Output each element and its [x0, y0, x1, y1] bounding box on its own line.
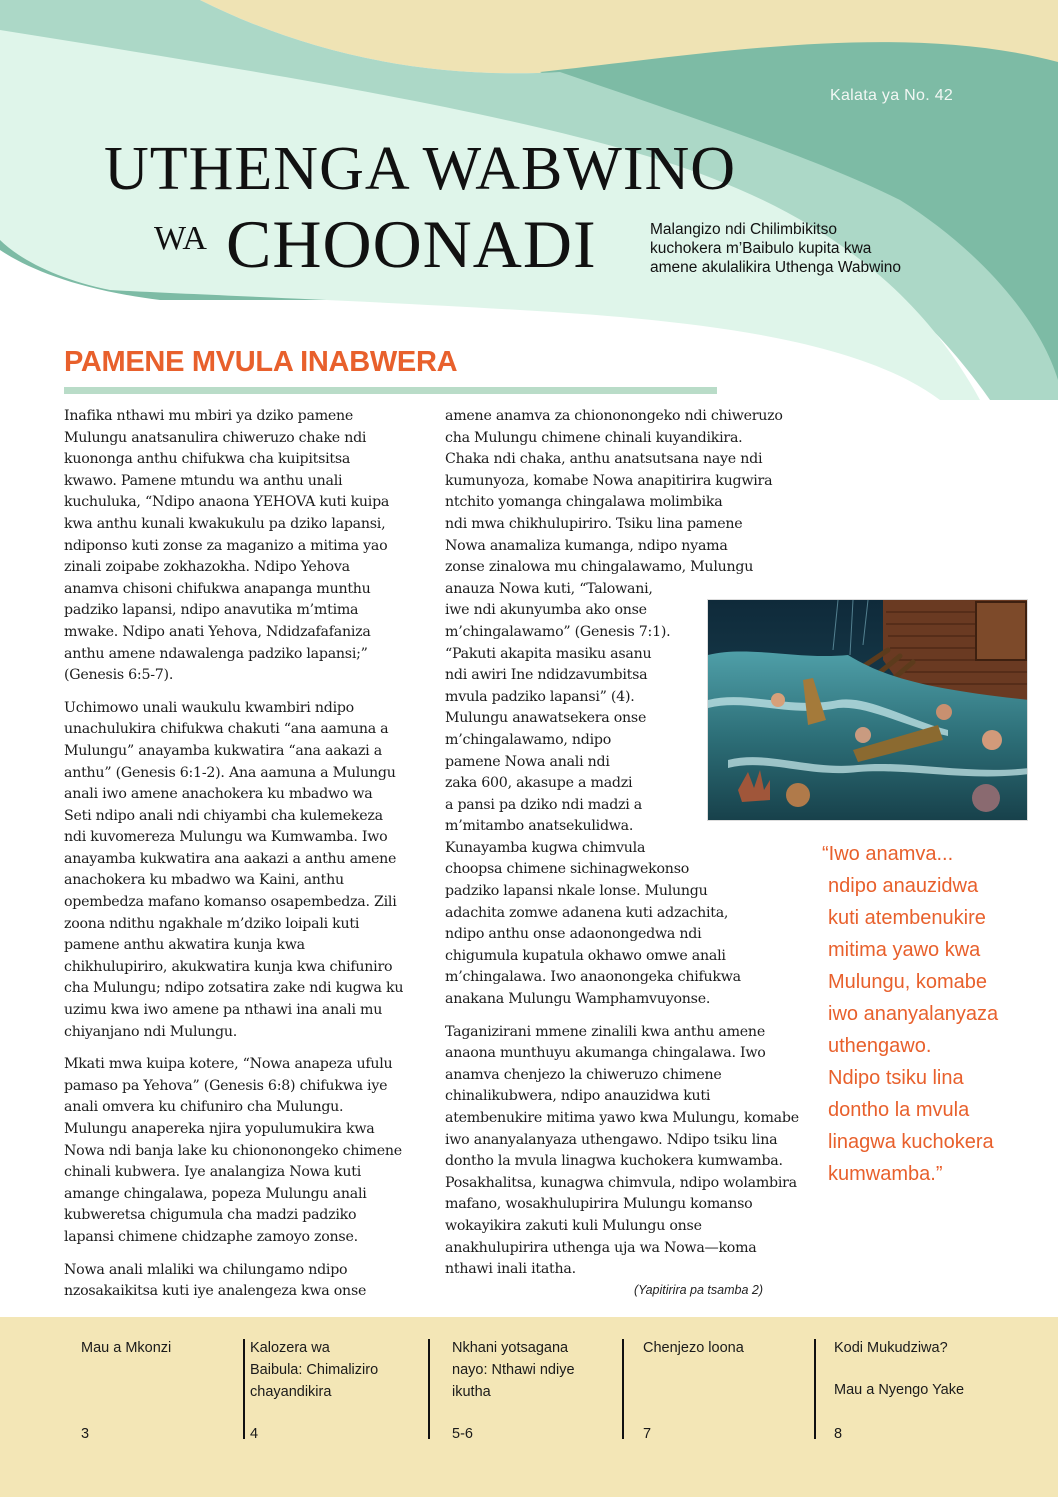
toc-label: Baibula: Chimaliziro: [250, 1362, 379, 1378]
toc-label-secondary: Mau a Nyengo Yake: [834, 1382, 965, 1398]
article-paragraph: Inafika nthawi mu mbiri ya dziko pamene Mulungu anatsanulira chiweruzo chake ndi kuononga anthu chifukwa cha kuipitsitsa kwawo. Pamene mtundu wa anthu unali kuchuluka, “Ndipo anaona YEHOVA kuti kuipa kwa anthu kunali kwakukulu pa dziko lapansi, ndiponso kuti zonse za maganizo a mitima yao zinali zoipabe zokhazokha. Ndipo Yehova anamva chisoni chifukwa anapanga munthu padziko lapansi, ndipo anavutika m’mtima mwake. Ndipo anati Yehova, Ndidzafafaniza anthu amene ndawalenga padziko lapansi;” (Genesis 6:5-7).: [64, 408, 390, 684]
text-line: m’chingalawamo, ndipo: [445, 731, 612, 748]
toc-label: Nkhani yotsagana: [452, 1340, 569, 1356]
tagline-line: amene akulalikira Uthenga Wabwino: [650, 259, 902, 276]
text-line: m’mitambo anatsekulidwa.: [445, 818, 634, 835]
text-line: mvula padziko lapansi” (4).: [445, 688, 635, 705]
text-line: Nowa anamaliza kumanga, ndipo nyama: [445, 537, 728, 554]
text-line: ndi mwa chikhulupiriro. Tsiku lina pamene: [445, 515, 743, 532]
toc-divider: [814, 1339, 816, 1439]
text-line: pamene Nowa anali ndi: [445, 753, 610, 770]
toc-label: Chenjezo loona: [643, 1340, 744, 1356]
text-line: kumunyoza, komabe Nowa anapitirira kugwira: [445, 472, 773, 489]
pull-quote-line: “Iwo anamva...: [822, 843, 954, 865]
text-line: cha Mulungu chimene chinali kuyandikira.: [445, 429, 743, 446]
pull-quote-line: ndipo anauzidwa: [828, 875, 979, 897]
text-line: Kunayamba kugwa chimvula: [445, 839, 646, 856]
toc-label: Mau a Mkonzi: [81, 1340, 172, 1356]
pull-quote-line: kumwamba.”: [828, 1163, 943, 1185]
toc-divider: [243, 1339, 245, 1439]
toc-item-nkhani-yotsagana-nayo[interactable]: [452, 1337, 575, 1449]
flood-illustration: [707, 599, 1028, 821]
toc-label: chayandikira: [250, 1384, 332, 1400]
text-line: ndi awiri Ine ndidzavumbitsa: [445, 667, 648, 684]
pull-quote-line: Mulungu, komabe: [828, 971, 987, 993]
text-line: choopsa chimene sichinagwekonso: [445, 861, 690, 878]
pull-quote-line: mitima yawo kwa: [828, 939, 981, 961]
article-column-1: [64, 406, 404, 1314]
table-of-contents: [0, 1317, 1058, 1497]
title-underline: [64, 387, 717, 394]
continued-note: (Yapitirira pa tsamba 2): [634, 1283, 763, 1297]
pull-quote-line: linagwa kuchokera: [828, 1131, 994, 1153]
text-line: m’chingalawamo” (Genesis 7:1).: [445, 623, 671, 640]
masthead-title-line1: UTHENGA WABWINO: [104, 135, 737, 203]
article-column-2: [445, 406, 805, 1292]
text-line: anauza Nowa kuti, “Talowani,: [445, 580, 653, 597]
toc-label: nayo: Nthawi ndiye: [452, 1362, 575, 1378]
masthead-tagline: [650, 220, 901, 277]
pull-quote-line: kuti atembenukire: [828, 907, 986, 929]
article-paragraph: Mkati mwa kuipa kotere, “Nowa anapeza ufulu pamaso pa Yehova” (Genesis 6:8) chifukwa iye anali omvera ku chifuniro cha Mulungu. Mulungu anapereka njira yopulumukira kwa Nowa ndi banja lake ku chiononongeko chimene chinali kubwera. Iye analangiza Nowa kuti amange chingalawa, popeza Mulungu anali kubweretsa chigumula cha madzi padziko lapansi chimene chidzaphe zamoyo zonse.: [64, 1056, 402, 1245]
toc-label: ikutha: [452, 1384, 491, 1400]
text-line: anakana Mulungu Wamphamvuyonse.: [445, 991, 711, 1008]
masthead-title-wa: WA: [154, 220, 207, 257]
toc-label: Kodi Mukudziwa?: [834, 1340, 948, 1356]
pull-quote-line: dontho la mvula: [828, 1099, 970, 1121]
text-line: adachita zomwe adanena kuti adzachita,: [445, 904, 729, 921]
text-line: zonse zinalowa mu chingalawamo, Mulungu: [445, 559, 754, 576]
masthead-title-line2: CHOONADI: [226, 206, 597, 282]
article-paragraph: Taganizirani mmene zinalili kwa anthu amene anaona munthuyu akumanga chingalawa. Iwo anamva chenjezo la chiweruzo chimene chinalikubwera, ndipo anauzidwa kuti atembenukire mitima yawo kwa Mulungu, komabe iwo ananyalanyaza uthengawo. Ndipo tsiku lina dontho la mvula linagwa kuchokera kumwamba. Posakhalitsa, kunagwa chimvula, ndipo wolambira mafano, wosakhulupirira Mulungu komanso wokayikira zakuti kuli Mulungu onse anakhulupirira uthenga uja wa Nowa—koma nthawi inali itatha.: [445, 1023, 799, 1278]
text-line: amene anamva za chiononongeko ndi chiweruzo: [445, 408, 783, 424]
toc-item-kalozera-wa-baibula[interactable]: [250, 1337, 378, 1449]
article-title: PAMENE MVULA INABWERA: [64, 346, 458, 378]
toc-page-number: 4: [250, 1426, 259, 1442]
text-line: ntchito yomanga chingalawa molimbika: [445, 494, 723, 511]
masthead-header: [0, 0, 1058, 400]
tagline-line: kuchokera m’Baibulo kupita kwa: [650, 240, 872, 257]
article-paragraph: Uchimowo unali waukulu kwambiri ndipo unachulukira chifukwa chakuti “ana aamuna a Mulungu” anayamba kukwatira “ana aakazi a anthu” (Genesis 6:1-2). Ana aamuna a Mulungu anali iwo amene anachokera ku mbadwo wa Seti ndipo anali ndi chiyambi cha kulemekeza ndi kuvomereza Mulungu wa Kumwamba. Iwo anayamba kukwatira ana aakazi a anthu amene anachokera ku mbadwo wa Kaini, anthu opembedza mafano komanso osapembedza. Zili zoona ndithu ngakhale m’dziko loipali kuti pamene anthu akwatira kunja kwa chikhulupiriro, akukwatira kunja kwa chifuniro cha Mulungu; ndipo zotsatira zake ndi kugwa ku uzimu kwa iwo amene pa nthawi ina anali mu chiyanjano ndi Mulungu.: [64, 699, 404, 1040]
toc-item-mau-a-mkonzi[interactable]: [81, 1337, 171, 1449]
toc-page-number: 5-6: [452, 1426, 473, 1442]
text-line: padziko lapansi nkale lonse. Mulungu: [445, 883, 708, 900]
toc-page-number: 7: [643, 1426, 652, 1442]
text-line: “Pakuti akapita masiku asanu: [445, 645, 652, 662]
toc-divider: [428, 1339, 430, 1439]
toc-item-chenjezo-loona[interactable]: [643, 1337, 744, 1449]
toc-divider: [622, 1339, 624, 1439]
text-line: m’chingalawa. Iwo anaonongeka chifukwa: [445, 969, 741, 986]
text-line: Mulungu anawatsekera onse: [445, 710, 647, 727]
article-paragraph: Nowa anali mlaliki wa chilungamo ndipo nzosakaikitsa kuti iye analengeza kwa onse: [64, 1261, 367, 1300]
toc-label: Kalozera wa: [250, 1340, 330, 1356]
toc-page-number: 3: [81, 1426, 90, 1442]
issue-number: Kalata ya No. 42: [830, 87, 954, 104]
text-line: chigumula kupatula okhawo omwe anali: [445, 947, 726, 964]
pull-quote: [822, 838, 1042, 1190]
tagline-line: Malangizo ndi Chilimbikitso: [650, 221, 837, 238]
pull-quote-line: iwo ananyalanyaza: [828, 1003, 999, 1025]
text-line: zaka 600, akasupe a madzi: [445, 775, 633, 792]
flood-painting-icon: [708, 600, 1028, 821]
toc-page-number: 8: [834, 1426, 843, 1442]
pull-quote-line: Ndipo tsiku lina: [828, 1067, 964, 1089]
text-line: a pansi pa dziko ndi madzi a: [445, 796, 643, 813]
text-line: Chaka ndi chaka, anthu anatsutsana naye ndi: [445, 451, 763, 468]
text-line: iwe ndi akunyumba ako onse: [445, 602, 647, 619]
toc-item-kodi-mukudziwa[interactable]: [834, 1337, 964, 1449]
text-line: ndipo anthu onse adaonongedwa ndi: [445, 926, 702, 943]
pull-quote-line: uthengawo.: [828, 1035, 932, 1057]
